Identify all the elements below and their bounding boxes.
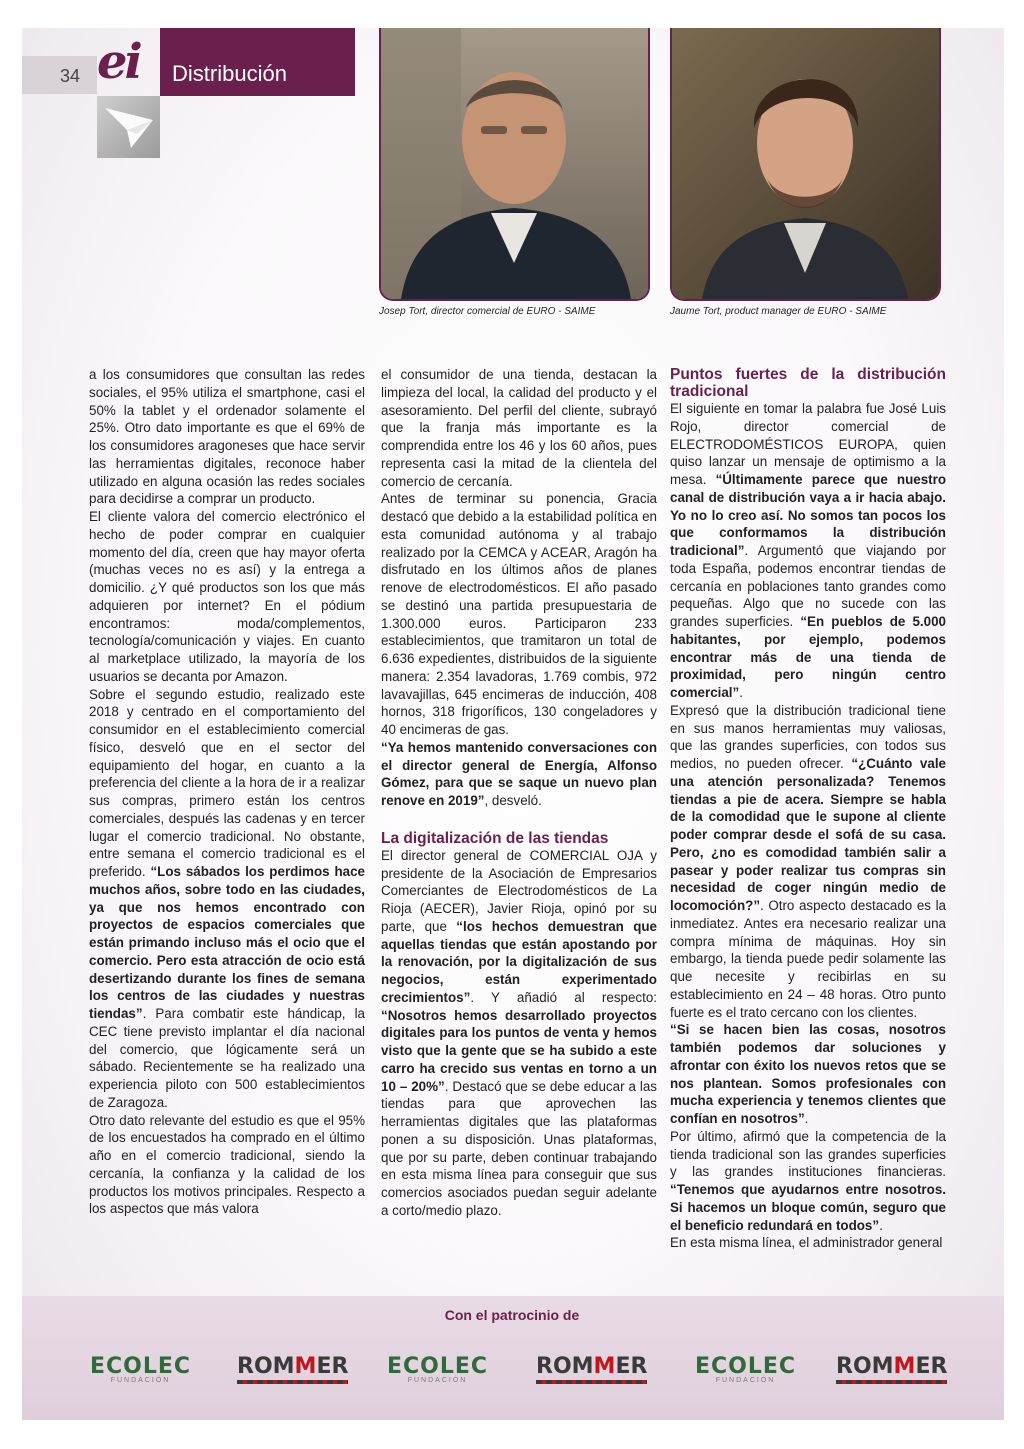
text-run: Expresó que la distribución tradicional tiene en sus manos herramientas muy valiosas, que las grandes superficies, con todos sus medios, no pueden ofrecer. — [670, 702, 946, 771]
decorative-square — [97, 96, 160, 158]
paragraph — [89, 686, 365, 1112]
rommer-logo — [536, 1354, 647, 1394]
ecolec-wordmark: ECOLEC — [90, 1354, 192, 1379]
rommer-text: ER — [316, 1354, 349, 1379]
paper-plane-icon — [97, 96, 160, 158]
spacer — [381, 810, 657, 830]
paragraph: el consumidor de una tienda, destacan la limpieza del local, la calidad del producto y el asesoramiento. Del perfil del cliente, subrayó que la franja más importante es la comprendida entre los 46 y los 60 años, pues representa casi la mitad de la clientela del comercio de cercanía. — [381, 367, 657, 489]
text-run: El director general de COMERCIAL OJA y presidente de la Asociación de Empresarios Comerciantes de Electrodomésticos de La Rioja (AECER), Javier Rioja, opinó por su parte, que — [381, 847, 657, 934]
ecolec-logo — [90, 1354, 191, 1394]
rommer-text: ER — [615, 1354, 648, 1379]
rommer-stripe — [836, 1380, 947, 1384]
quote: “los hechos demuestran que aquellas tiendas que están apostando por la renovación, por la digitalización de sus negocios, están experimentado crecimientos” — [381, 918, 657, 1005]
paragraph: a los consumidores que consultan las redes sociales, el 95% utiliza el smartphone, casi el 50% la tablet y el ordenador solamente el 25%. Otro dato importante es que el 69% de los consumidores aragoneses que hace servir las herramientas digitales, reconoce haber utilizado en alguna ocasión las redes sociales para decidirse a comprar un producto. — [89, 367, 365, 507]
quote: “En pueblos de 5.000 habitantes, por ejemplo, podemos encontrar más de una tienda de proximidad, pero ningún centro comercial” — [670, 614, 946, 700]
rommer-wordmark — [237, 1354, 348, 1379]
quote: “Si se hacen bien las cosas, nosotros también podemos dar soluciones y afrontar con éxito los nuevos retos que se nos plantean. Somos profesionales con mucha experiencia y tenemos clientes que confían en nosotros” — [670, 1022, 946, 1126]
text-run: . — [804, 1111, 809, 1126]
ecolec-subtitle: FUNDACIÓN — [715, 1377, 776, 1384]
rommer-wordmark — [536, 1354, 647, 1379]
paragraph — [381, 847, 657, 1220]
rommer-stripe — [237, 1380, 348, 1384]
text-run: Por último, afirmó que la competencia de la tienda tradicional son las grandes superficies y las grandes instituciones financieras. — [670, 1128, 946, 1180]
text-run: . Argumentó que viajando por toda España, podemos encontrar tiendas de cercanía en poblaciones tanto grandes como pequeñas. Algo que no sucede con las grandes superficies. — [670, 543, 946, 629]
text-run: , desveló. — [484, 793, 542, 808]
quote: “Nosotros hemos desarrollado proyectos digitales para los puntos de venta y hemos visto que la gente que se ha subido a este carro ha crecido sus ventas en torno a un 10 – 20%” — [381, 1007, 657, 1094]
section-title: Distribución — [172, 61, 287, 86]
magazine-logo: ei — [97, 34, 140, 90]
photo-caption-1: Josep Tort, director comercial de EURO - SAIME — [379, 306, 596, 317]
rommer-text: ROM — [237, 1354, 295, 1379]
text-run: . Para combatir este hándicap, la CEC tiene previsto implantar el día nacional del comercio, que lógicamente será un sábado. Recientemente se ha realizado una experiencia piloto con 500 establecimientos de Zaragoza. — [89, 1006, 365, 1110]
photo-jaume-tort — [670, 28, 941, 301]
portrait-2-illustration — [672, 28, 939, 299]
quote: “Los sábados los perdimos hace muchos años, sobre todo en las ciudades, ya que nos hemos encontrado con proyectos de espacios comerciales que están primando incluso más el ocio que el comercio. Pero esta atracción de ocio está desertizando durante los fines de semana los centros de las ciudades y nuestras tiendas” — [89, 864, 365, 1021]
paragraph: Otro dato relevante del estudio es que el 95% de los encuestados ha comprado en el último año en el comercio tradicional, siendo la cercanía, la confianza y la calidad de los productos los motivos principales. Respecto a los aspectos que más valora — [89, 1112, 365, 1217]
rommer-m: M — [593, 1354, 616, 1379]
text-run: Sobre el segundo estudio, realizado este 2018 y centrado en el comportamiento del consumidor en el establecimiento comercial físico, desveló que en el sector del equipamiento del hogar, en cuanto a la preferencia del cliente a la hora de ir a realizar sus compras, primero están los centros comerciales, después las cadenas y en tercer lugar el comercio tradicional. No obstante, entre semana el comercio tradicional es el preferido. — [89, 686, 365, 879]
text-run: . — [879, 1217, 883, 1233]
page-number: 34 — [60, 66, 81, 86]
rommer-m: M — [294, 1354, 317, 1379]
paragraph: Antes de terminar su ponencia, Gracia destacó que debido a la estabilidad política en esta comunidad autónoma y al trabajo realizado por la CEMCA y ACEAR, Aragón ha disfrutado en los últimos años de planes renove de electrodomésticos. El año pasado se destinó una partida presupuestaria de 1.300.000 euros. Participaron 233 establecimientos, que tramitaron un total de 6.636 expedientes, distribuidos de la siguiente manera: 2.354 lavadoras, 1.769 combis, 972 lavavajillas, 645 encimeras de inducción, 408 hornos, 318 frigoríficos, 130 congeladores y 40 encimeras de gas. — [381, 491, 657, 737]
rommer-stripe — [536, 1380, 647, 1384]
text-run: . — [739, 685, 743, 700]
article-column-1 — [89, 366, 365, 1218]
rommer-text: ROM — [536, 1354, 594, 1379]
photo-josep-tort — [379, 28, 650, 301]
paragraph — [381, 739, 657, 810]
text-run: . Otro aspecto destacado es la inmediatez. Antes era necesario realizar una compra mínima de máquinas. Hoy sin embargo, la tienda puede pedir solamente las que necesite y recibirlas en su establecimiento en 24 – 48 horas. Otro punto fuerte es el trato cercano con los clientes. — [670, 898, 946, 1020]
paragraph: En esta misma línea, el administrador general — [670, 1235, 943, 1251]
rommer-logo — [836, 1354, 947, 1394]
rommer-m: M — [893, 1354, 916, 1379]
rommer-logo — [237, 1354, 348, 1394]
ecolec-subtitle: FUNDACIÓN — [407, 1377, 468, 1384]
paragraph — [670, 1021, 946, 1128]
photo-caption-2: Jaume Tort, product manager de EURO - SAIME — [670, 306, 887, 317]
paragraph — [670, 400, 946, 702]
text-run: . Destacó que se debe educar a las tiendas para que aprovechen las herramientas digitales que las plataformas ponen a su disposición. Unas plataformas, que por su parte, deben continuar trabajando en esta misma línea para conseguir que sus comercios asociados puedan seguir adelante a corto/medio plazo. — [381, 1078, 657, 1218]
rommer-text: ROM — [836, 1354, 894, 1379]
ecolec-wordmark: ECOLEC — [387, 1354, 489, 1379]
ecolec-subtitle: FUNDACIÓN — [110, 1377, 171, 1384]
sponsor-title: Con el patrocinio de — [444, 1307, 580, 1323]
ecolec-logo — [695, 1354, 796, 1394]
text-run: El siguiente en tomar la palabra fue José Luis Rojo, director comercial de ELECTRODOMÉSTICOS EUROPA, quien quiso lanzar un mensaje de optimismo a la mesa. — [670, 401, 946, 487]
ecolec-logo — [387, 1354, 488, 1394]
ecolec-wordmark: ECOLEC — [695, 1354, 797, 1379]
rommer-wordmark — [836, 1354, 947, 1379]
paragraph — [670, 702, 946, 1022]
rommer-text: ER — [915, 1354, 948, 1379]
article-column-2 — [381, 366, 657, 1220]
article-column-3 — [670, 366, 946, 1252]
quote: “Ya hemos mantenido conversaciones con el director general de Energía, Alfonso Gómez, para que se saque un nuevo plan renove en 2019” — [381, 739, 657, 808]
quote: “Últimamente parece que nuestro canal de distribución vaya a ir hacia abajo. Yo no lo creo así. No somos tan pocos los que conformamos la distribución tradicional” — [670, 472, 946, 558]
section-band-line — [160, 94, 355, 96]
quote: “Tenemos que ayudarnos entre nosotros. Si hacemos un bloque común, seguro que el beneficio redundará en todos” — [670, 1182, 946, 1233]
portrait-1-illustration — [381, 28, 648, 299]
subheading-digitalizacion: La digitalización de las tiendas — [381, 829, 609, 847]
text-run: . Y añadió al respecto: — [470, 989, 657, 1005]
quote: “¿Cuánto vale una atención personalizada? Tenemos tiendas a pie de acera. Siempre se habla de la comodidad que le supone al cliente poder comprar desde el sofá de su casa. Pero, ¿no es comodidad también salir a pasear y poder realizar tus compras sin necesidad de coger ningún medio de locomoción?” — [670, 756, 946, 913]
paragraph — [670, 1128, 946, 1235]
subheading-puntos-fuertes: Puntos fuertes de la distribución tradicional — [670, 366, 946, 400]
paragraph: El cliente valora del comercio electrónico el hecho de poder comprar en cualquier momento del día, creen que hay mayor oferta (muchas veces no es así) y la entrega a domicilio. ¿Y qué productos son los que más adquieren por internet? En el pódium encontramos: moda/complementos, tecnología/comunicación y viajes. En cuanto al marketplace utilizado, la mayoría de los usuarios se decanta por Amazon. — [89, 509, 365, 684]
